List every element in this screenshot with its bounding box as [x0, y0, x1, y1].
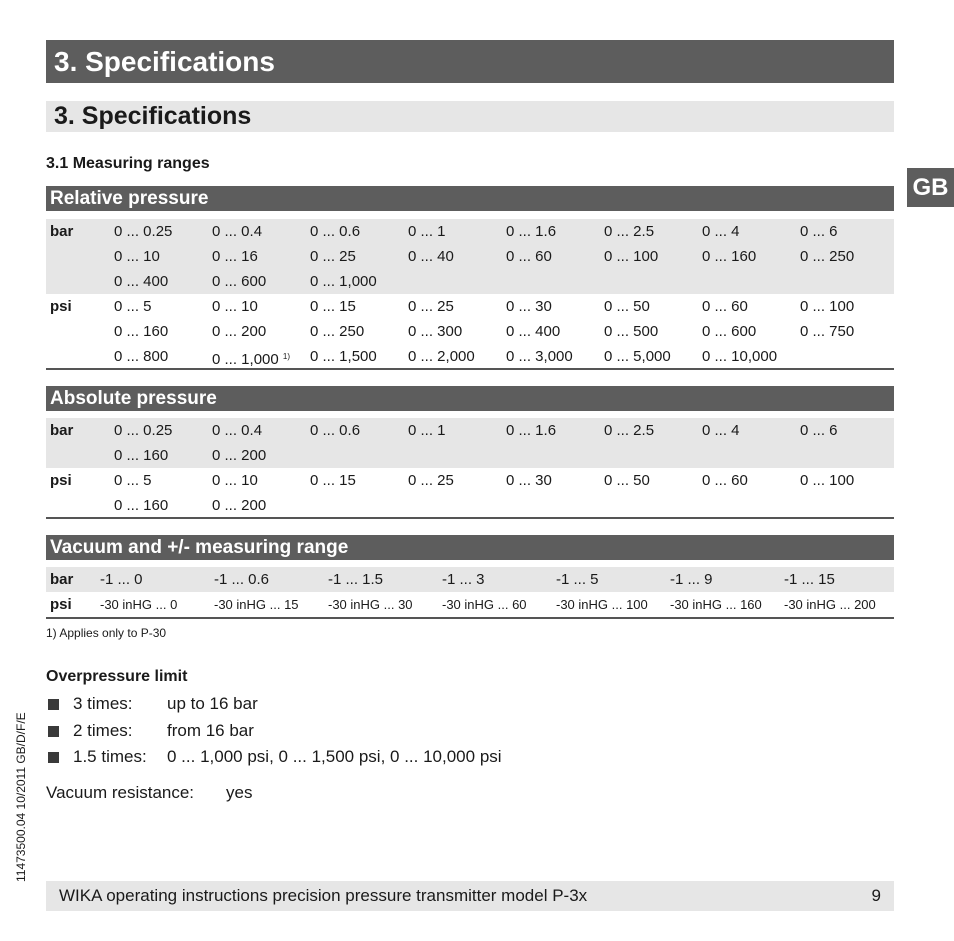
range-cell: 0 ... 25	[408, 472, 454, 489]
table-row	[46, 418, 894, 443]
table-row	[46, 592, 894, 617]
range-cell: 0 ... 2,000	[408, 348, 475, 365]
footnote: 1) Applies only to P-30	[46, 626, 167, 640]
range-cell: 0 ... 250	[800, 248, 855, 265]
range-cell: 0 ... 1.6	[506, 422, 557, 439]
unit-label: bar	[50, 422, 74, 439]
square-bullet-icon	[48, 699, 59, 710]
range-cell: 0 ... 160	[114, 323, 169, 340]
range-cell: 0 ... 40	[408, 248, 454, 265]
relative-pressure-heading: Relative pressure	[46, 186, 894, 211]
unit-label: psi	[50, 472, 72, 489]
table-row	[46, 294, 894, 319]
table-row	[46, 443, 894, 468]
page-number: 9	[871, 886, 881, 905]
table-row	[46, 269, 894, 294]
range-cell: 0 ... 1,000	[310, 273, 377, 290]
range-cell: 0 ... 6	[800, 422, 838, 439]
range-cell: 0 ... 50	[604, 472, 650, 489]
range-cell: 0 ... 5,000	[604, 348, 671, 365]
range-cell: -1 ... 15	[784, 571, 835, 588]
vacuum-resistance	[46, 783, 253, 803]
range-cell: 0 ... 1	[408, 223, 446, 240]
range-cell: 0 ... 25	[408, 298, 454, 315]
range-cell: 0 ... 200	[212, 323, 267, 340]
range-cell: 0 ... 16	[212, 248, 258, 265]
range-cell: -30 inHG ... 160	[670, 597, 762, 612]
table-row	[46, 344, 894, 369]
range-cell: 0 ... 1.6	[506, 223, 557, 240]
square-bullet-icon	[48, 752, 59, 763]
range-cell: -30 inHG ... 30	[328, 597, 413, 612]
range-cell: 0 ... 15	[310, 298, 356, 315]
unit-label: bar	[50, 223, 74, 240]
range-cell: 0 ... 3,000	[506, 348, 573, 365]
unit-label: psi	[50, 596, 72, 613]
range-cell: 0 ... 5	[114, 472, 152, 489]
range-cell: 0 ... 60	[702, 298, 748, 315]
range-cell: -1 ... 0	[100, 571, 143, 588]
range-cell: 0 ... 50	[604, 298, 650, 315]
table-row	[46, 319, 894, 344]
list-item-value: up to 16 bar	[167, 694, 258, 713]
footer-text: WIKA operating instructions precision pressure transmitter model P-3x	[59, 886, 588, 905]
range-cell: 0 ... 0.6	[310, 223, 361, 240]
page-title: 3. Specifications	[46, 40, 894, 83]
unit-label: bar	[50, 571, 74, 588]
range-cell: 0 ... 1,500	[310, 348, 377, 365]
vacuum-resistance-value: yes	[226, 783, 253, 802]
range-cell: 0 ... 15	[310, 472, 356, 489]
list-item-value: from 16 bar	[167, 721, 254, 740]
range-cell: 0 ... 300	[408, 323, 463, 340]
range-cell: 0 ... 2.5	[604, 223, 655, 240]
range-cell: -1 ... 3	[442, 571, 485, 588]
range-cell-text: 0 ... 1,000	[212, 351, 279, 368]
table-divider	[46, 517, 894, 519]
vacuum-range-table	[46, 567, 894, 617]
absolute-pressure-heading: Absolute pressure	[46, 386, 894, 411]
range-cell: 0 ... 100	[800, 472, 855, 489]
range-cell: 0 ... 250	[310, 323, 365, 340]
range-cell: 0 ... 4	[702, 223, 740, 240]
range-cell: 0 ... 10	[212, 472, 258, 489]
range-cell: -30 inHG ... 60	[442, 597, 527, 612]
range-cell: 0 ... 10	[114, 248, 160, 265]
list-item-label: 1.5 times:	[73, 747, 147, 766]
range-cell: -30 inHG ... 0	[100, 597, 178, 612]
range-cell: 0 ... 100	[604, 248, 659, 265]
range-cell: -30 inHG ... 100	[556, 597, 648, 612]
range-cell: 0 ... 100	[800, 298, 855, 315]
range-cell: 0 ... 0.25	[114, 223, 173, 240]
footnote-marker: 1)	[282, 352, 291, 361]
range-cell: 0 ... 600	[702, 323, 757, 340]
list-item-label: 3 times:	[73, 694, 133, 713]
range-cell: 0 ... 0.25	[114, 422, 173, 439]
page-footer	[46, 881, 894, 911]
table-row	[46, 244, 894, 269]
range-cell: 0 ... 160	[702, 248, 757, 265]
range-cell: 0 ... 4	[702, 422, 740, 439]
vacuum-resistance-label: Vacuum resistance:	[46, 783, 195, 802]
range-cell: 0 ... 200	[212, 497, 267, 514]
table-row	[46, 468, 894, 493]
range-cell: 0 ... 2.5	[604, 422, 655, 439]
table-row	[46, 493, 894, 518]
range-cell: -1 ... 0.6	[214, 571, 270, 588]
measuring-ranges-heading: 3.1 Measuring ranges	[46, 155, 210, 172]
range-cell: 0 ... 750	[800, 323, 855, 340]
list-item-label: 2 times:	[73, 721, 133, 740]
overpressure-heading: Overpressure limit	[46, 668, 188, 685]
range-cell: 0 ... 800	[114, 348, 169, 365]
range-cell: 0 ... 500	[604, 323, 659, 340]
range-cell: 0 ... 400	[506, 323, 561, 340]
range-cell: 0 ... 6	[800, 223, 838, 240]
range-cell: 0 ... 60	[506, 248, 552, 265]
table-divider	[46, 617, 894, 619]
language-tab-gb: GB	[907, 168, 954, 207]
range-cell: -30 inHG ... 15	[214, 597, 299, 612]
table-row	[46, 567, 894, 592]
range-cell: 0 ... 160	[114, 447, 169, 464]
range-cell: -1 ... 9	[670, 571, 713, 588]
table-row	[46, 219, 894, 244]
section-title: 3. Specifications	[46, 101, 894, 132]
range-cell: 0 ... 160	[114, 497, 169, 514]
unit-label: psi	[50, 298, 72, 315]
range-cell: 0 ... 10,000	[702, 348, 778, 365]
absolute-pressure-table	[46, 418, 894, 518]
range-cell: 0 ... 5	[114, 298, 152, 315]
range-cell: 0 ... 1	[408, 422, 446, 439]
range-cell: 0 ... 0.4	[212, 223, 263, 240]
relative-pressure-table	[46, 219, 894, 369]
range-cell: 0 ... 400	[114, 273, 169, 290]
range-cell: 0 ... 30	[506, 298, 552, 315]
range-cell: -1 ... 1.5	[328, 571, 384, 588]
range-cell: 0 ... 30	[506, 472, 552, 489]
range-cell: -1 ... 5	[556, 571, 599, 588]
range-cell: 0 ... 200	[212, 447, 267, 464]
table-divider	[46, 368, 894, 370]
range-cell: 0 ... 25	[310, 248, 356, 265]
square-bullet-icon	[48, 726, 59, 737]
range-cell: -30 inHG ... 200	[784, 597, 876, 612]
range-cell: 0 ... 60	[702, 472, 748, 489]
vacuum-range-heading: Vacuum and +/- measuring range	[46, 535, 894, 560]
range-cell: 0 ... 0.6	[310, 422, 361, 439]
list-item-value: 0 ... 1,000 psi, 0 ... 1,500 psi, 0 ... 10,000 psi	[167, 747, 502, 766]
range-cell: 0 ... 0.4	[212, 422, 263, 439]
range-cell: 0 ... 10	[212, 298, 258, 315]
range-cell: 0 ... 600	[212, 273, 267, 290]
document-code: 11473500.04 10/2011 GB/D/F/E	[14, 712, 28, 882]
